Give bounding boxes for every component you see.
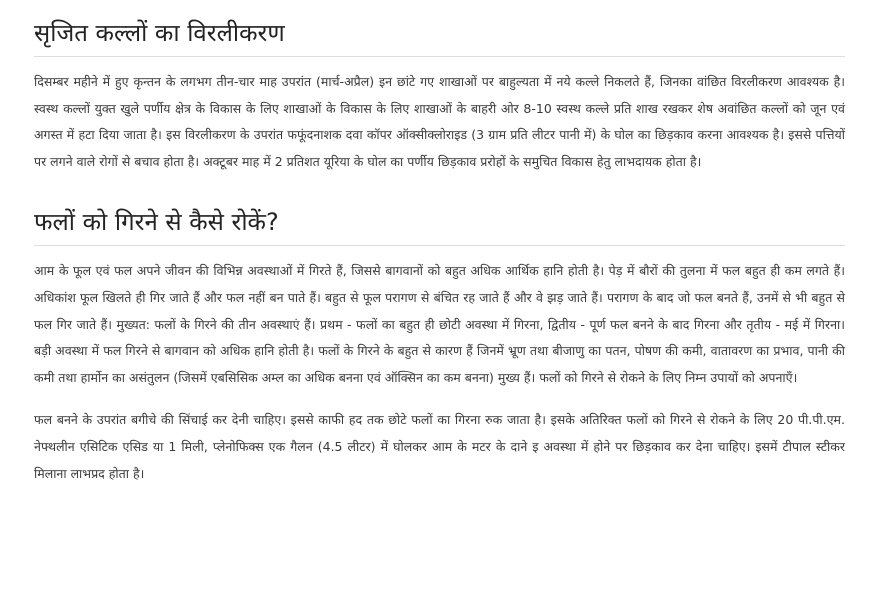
paragraph-fruit-drop-remedies: फल बनने के उपरांत बगीचे की सिंचाई कर देनी चाहिए। इससे काफी हद तक छोटे फलों का गिरना रुक जाता है। इसके अतिरिक्त फलों को गिरने से रोकने के लिए 20 पी.पी.एम. नेफ्थलीन एसिटिक एसिड या 1 मिली, प्लेनोफिक्स एक गैलन (4.5 लीटर) में घोलकर आम के मटर के दाने इ अवस्था में होने पर छिड़काव कर देना चाहिए। इसमें टीपाल स्टीकर मिलाना लाभप्रद होता है।	[34, 412, 845, 481]
paragraph-fruit-drop-causes: आम के फूल एवं फल अपने जीवन की विभिन्न अवस्थाओं में गिरते हैं, जिससे बागवानों को बहुत अधिक आर्थिक हानि होती है। पेड़ में बौरों की तुलना में फल बहुत ही कम लगते हैं। अधिकांश फूल खिलते ही गिर जाते हैं और फल नहीं बन पाते हैं। बहुत से फूल परागण से बंचित रह जाते हैं और वे झड़ जाते हैं। परागण के बाद जो फल बनते हैं, उनमें से भी बहुत से फल गिर जाते हैं। मुख्यत: फलों के गिरने की तीन अवस्थाएं हैं। प्रथम - फलों का बहुत ही छोटी अवस्था में गिरना, द्वितीय - पूर्ण फल बनने के बाद गिरना और तृतीय - मई में गिरना। बड़ी अवस्था में फल गिरने से बागवान को अधिक हानि होती है। फलों के गिरने के बहुत से कारण हैं जिनमें भ्रूण तथा बीजाणु का पतन, पोषण की कमी, वातावरण का प्रभाव, पानी की कमी तथा हार्मोन का असंतुलन (जिसमें एबसिसिक अम्ल का अधिक बनना एवं ऑक्सिन का कम बनना) मुख्य हैं। फलों को गिरने से रोकने के लिए निम्न उपायों को अपनाएँ।	[34, 263, 845, 385]
section-title-thinning: सृजित कल्लों का विरलीकरण	[34, 0, 845, 57]
paragraph-thinning: दिसम्बर महीने में हुए कृन्तन के लगभग तीन-चार माह उपरांत (मार्च-अप्रैल) इन छांटे गए शाखाओं पर बाहुल्यता में नये कल्ले निकलते हैं, जिनका वांछित विरलीकरण आवश्यक है। स्वस्थ कल्लों युक्त खुले पर्णीय क्षेत्र के विकास के लिए शाखाओं के विकास के लिए शाखाओं के बाहरी ओर 8-10 स्वस्थ कल्ले प्रति शाख रखकर शेष अवांछित कल्लों को जून एवं अगस्त में हटा दिया जाता है। इस विरलीकरण के उपरांत फफूंदनाशक दवा कॉपर ऑक्सीक्लोराइड (3 ग्राम प्रति लीटर पानी में) के घोल का छिड़काव करना आवश्यक है। इससे पत्तियों पर लगने वाले रोगों से बचाव होता है। अक्टूबर माह में 2 प्रतिशत यूरिया के घोल का पर्णीय छिड़काव प्ररोहों के समुचित विकास हेतु लाभदायक होता है।	[34, 74, 845, 169]
section-title-fruit-drop: फलों को गिरने से कैसे रोकें?	[34, 205, 845, 246]
